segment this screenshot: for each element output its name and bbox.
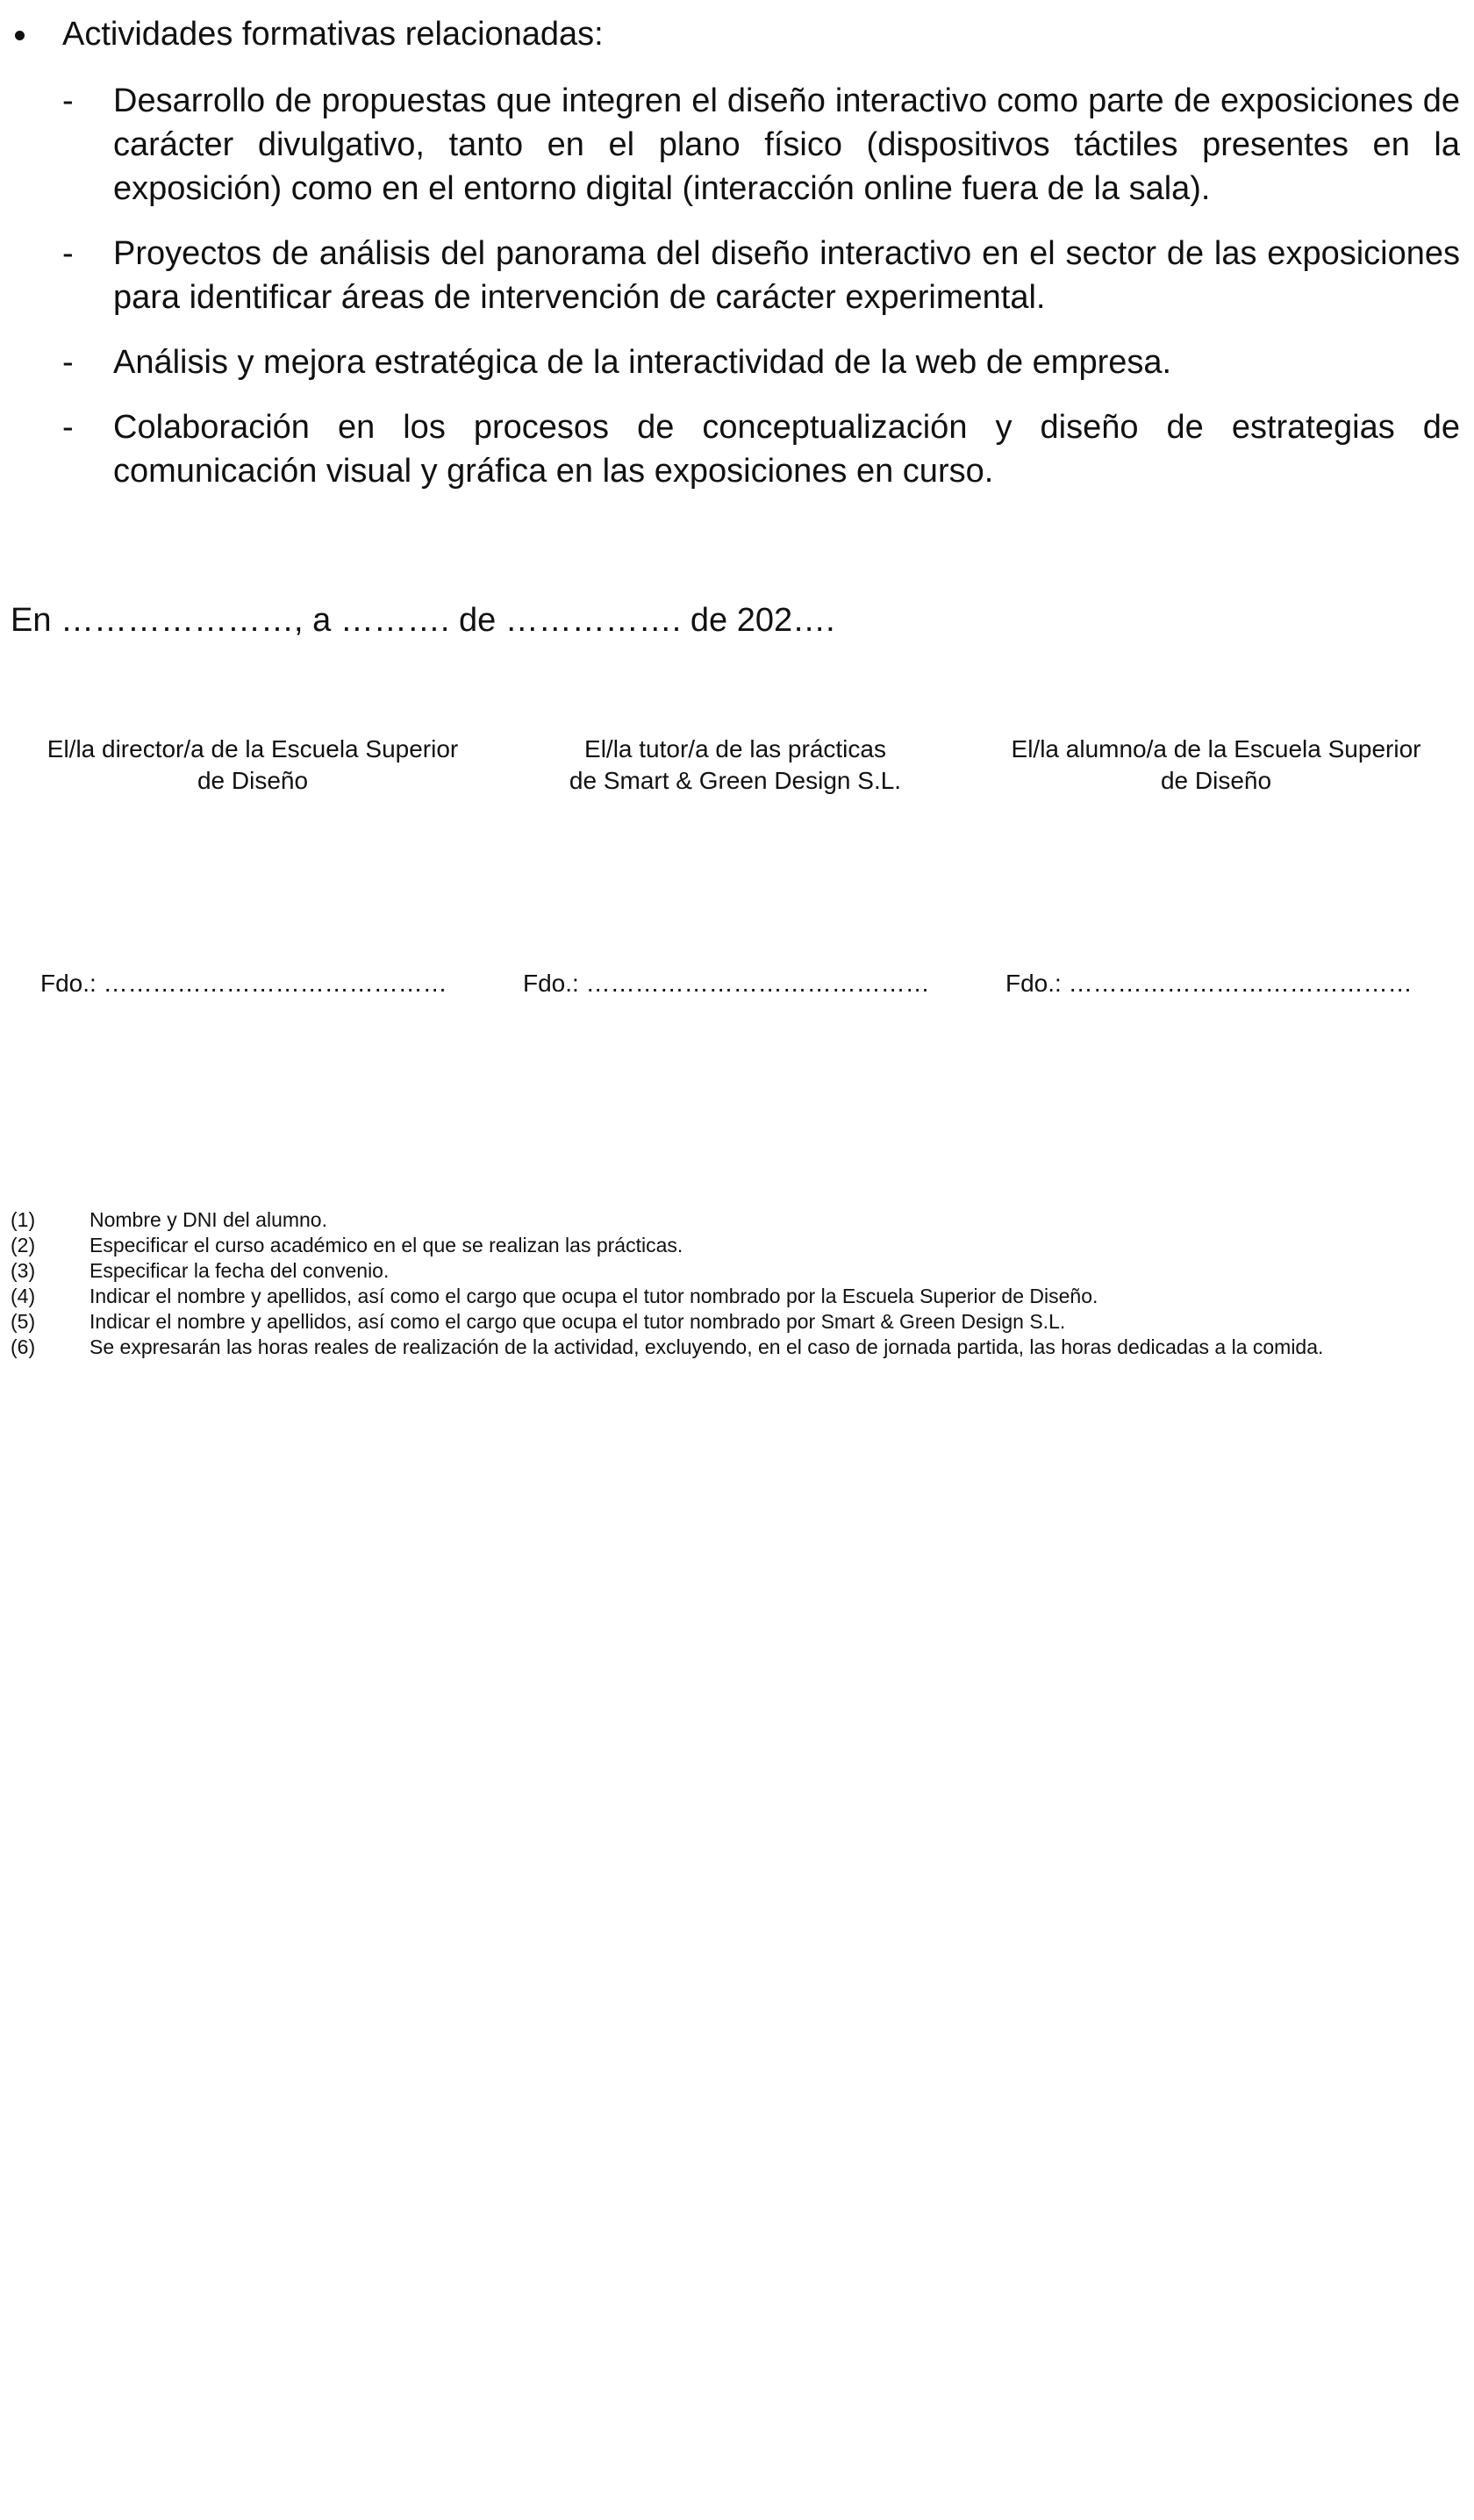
signature-role-line: El/la director/a de la Escuela Superior [47, 735, 459, 762]
footnote-text: Se expresarán las horas reales de realización de la actividad, excluyendo, en el caso de jornada partida, las horas dedicadas a la comida. [89, 1335, 1324, 1358]
signature-line-student: Fdo.: …………………………………… [1005, 970, 1413, 997]
dash-marker: - [62, 409, 74, 446]
signature-role-line: El/la tutor/a de las prácticas [584, 735, 886, 762]
footnote-number: (5) [11, 1310, 36, 1333]
dash-marker: - [62, 235, 74, 272]
list-item-text: Colaboración en los procesos de conceptualización y diseño de estrategias de comunicación visual y gráfica en las exposiciones en curso. [113, 409, 1460, 490]
signature-block-director [25, 734, 481, 797]
footnote-number: (3) [11, 1259, 36, 1282]
footnote [11, 1207, 1458, 1233]
signature-role-line: de Diseño [197, 767, 309, 794]
activities-heading-row [12, 12, 1460, 56]
footnote-text: Indicar el nombre y apellidos, así como el cargo que ocupa el tutor nombrado por la Escuela Superior de Diseño. [89, 1285, 1098, 1307]
signature-role [507, 734, 963, 797]
list-item-text: Análisis y mejora estratégica de la interactividad de la web de empresa. [113, 344, 1172, 381]
footnote [11, 1233, 1458, 1258]
footnote [11, 1284, 1458, 1309]
footnote-text: Especificar el curso académico en el que se realizan las prácticas. [89, 1234, 683, 1256]
activities-section [12, 12, 1460, 514]
footnote-text: Especificar la fecha del convenio. [89, 1259, 390, 1282]
list-item-text: Desarrollo de propuestas que integren el diseño interactivo como parte de exposiciones de carácter divulgativo, tanto en el plano físico (dispositivos táctiles presentes en la exposición) como en el entorno digital (interacción online fuera de la sala). [113, 82, 1460, 207]
list-item [12, 405, 1460, 493]
list-item [12, 79, 1460, 211]
signature-line-tutor: Fdo.: …………………………………… [523, 970, 930, 997]
signature-role [988, 734, 1444, 797]
dash-marker: - [62, 344, 74, 381]
signature-role-line: El/la alumno/a de la Escuela Superior [1011, 735, 1421, 762]
footnote-number: (6) [11, 1335, 36, 1358]
footnote [11, 1258, 1458, 1284]
footnotes [11, 1207, 1458, 1360]
signature-role [25, 734, 481, 797]
list-item-text: Proyectos de análisis del panorama del diseño interactivo en el sector de las exposiciones para identificar áreas de intervención de carácter experimental. [113, 235, 1460, 316]
footnote-number: (4) [11, 1285, 36, 1307]
list-item [12, 340, 1460, 384]
footnote [11, 1335, 1458, 1360]
activities-list [12, 79, 1460, 493]
signature-role-line: de Smart & Green Design S.L. [569, 767, 902, 794]
signature-line-director: Fdo.: …………………………………… [40, 970, 447, 997]
list-item [12, 232, 1460, 319]
footnote-number: (1) [11, 1208, 36, 1231]
footnote-text: Nombre y DNI del alumno. [89, 1208, 327, 1231]
bullet-icon [12, 12, 62, 56]
signature-block-student [988, 734, 1444, 797]
place-date-line: En …………………, a ………. de ……………. de 202…. [11, 602, 835, 639]
footnote-number: (2) [11, 1234, 36, 1256]
signature-block-tutor [507, 734, 963, 797]
activities-heading: Actividades formativas relacionadas: [62, 16, 604, 53]
footnote [11, 1309, 1458, 1335]
footnote-text: Indicar el nombre y apellidos, así como el cargo que ocupa el tutor nombrado por Smart & Green Design S.L. [89, 1310, 1066, 1333]
dash-marker: - [62, 82, 74, 119]
signature-role-line: de Diseño [1160, 767, 1272, 794]
